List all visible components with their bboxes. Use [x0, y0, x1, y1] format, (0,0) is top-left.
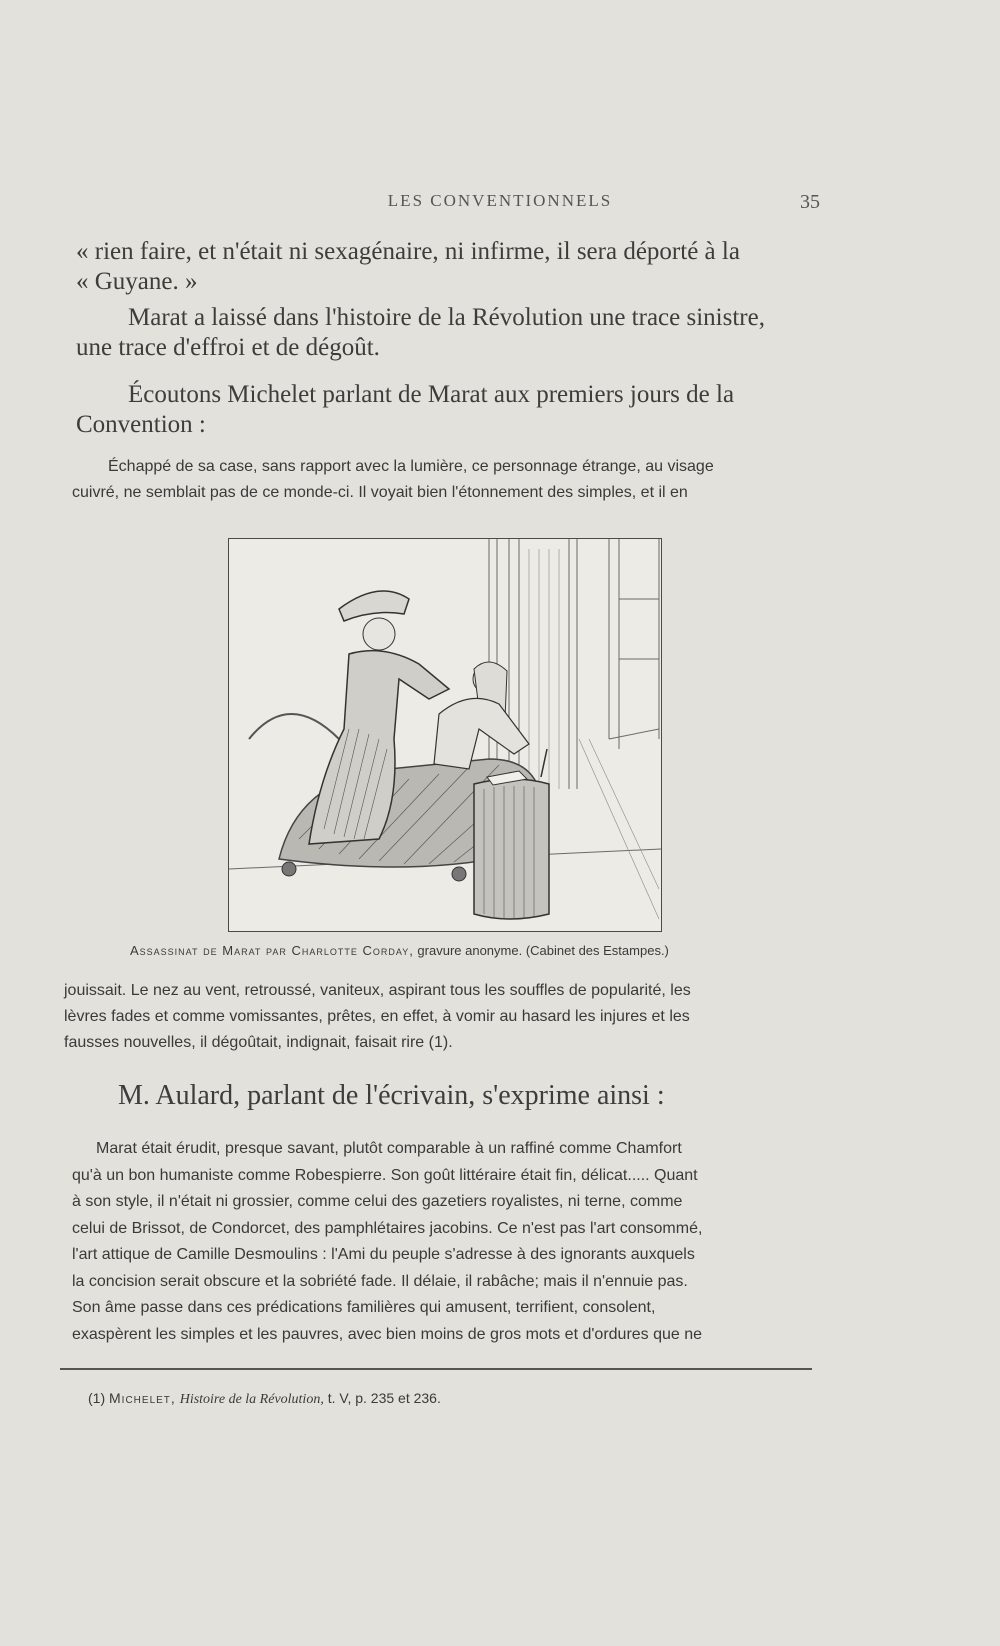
- footnote-number: (1): [88, 1390, 106, 1406]
- quote-line: jouissait. Le nez au vent, retroussé, vaniteux, aspirant tous les souffles de popularité, les: [64, 982, 691, 999]
- quote-line: cuivré, ne semblait pas de ce monde-ci. Il voyait bien l'étonnement des simples, et il en: [72, 484, 688, 501]
- text-line: une trace d'effroi et de dégoût.: [76, 334, 380, 361]
- text-line: « rien faire, et n'était ni sexagénaire, ni infirme, il sera déporté à la: [76, 238, 740, 265]
- footnote-reference: t. V, p. 235 et 236.: [327, 1390, 441, 1406]
- footnote-author: Michelet,: [109, 1390, 176, 1406]
- footnote: [88, 1390, 441, 1408]
- quote-line: lèvres fades et comme vomissantes, prêtes, en effet, à vomir au hasard les injures et les: [64, 1008, 690, 1025]
- quote-line: fausses nouvelles, il dégoûtait, indignait, faisait rire (1).: [64, 1034, 453, 1051]
- page-number: 35: [800, 191, 820, 213]
- text-line: Écoutons Michelet parlant de Marat aux premiers jours de la: [128, 381, 735, 408]
- footnote-divider: [60, 1368, 812, 1370]
- marat-assassination-engraving: [229, 539, 661, 931]
- caption-title: Assassinat de Marat par Charlotte Corday,: [130, 943, 414, 958]
- michelet-quote-continued: [64, 978, 824, 1056]
- paragraph-2: [76, 303, 824, 363]
- figure-caption: [130, 943, 780, 958]
- quote-line: celui de Brissot, de Condorcet, des pamphlétaires jacobins. Ce n'est pas l'art consommé,: [72, 1219, 703, 1237]
- quote-line: Marat était érudit, presque savant, plutôt comparable à un raffiné comme Chamfort: [96, 1140, 682, 1157]
- quote-line: exaspèrent les simples et les pauvres, avec bien moins de gros mots et d'ordures que ne: [72, 1325, 703, 1343]
- running-title: LES CONVENTIONNELS: [387, 191, 613, 210]
- caption-source: gravure anonyme. (Cabinet des Estampes.): [413, 943, 669, 958]
- quote-line: Son âme passe dans ces prédications familières qui amusent, terrifient, consolent,: [72, 1299, 656, 1316]
- quote-line: qu'à un bon humaniste comme Robespierre. Son goût littéraire était fin, délicat..... Quant: [72, 1166, 698, 1184]
- engraving-illustration: [228, 538, 662, 932]
- text-line: Convention :: [76, 411, 206, 438]
- quote-line: Échappé de sa case, sans rapport avec la lumière, ce personnage étrange, au visage: [108, 458, 714, 475]
- paragraph-1: [76, 237, 824, 297]
- quote-line: la concision serait obscure et la sobriété fade. Il délaie, il rabâche; mais il n'ennuie pas.: [72, 1272, 688, 1290]
- quote-line: l'art attique de Camille Desmoulins : l'Ami du peuple s'adresse à des ignorants auxquels: [72, 1246, 695, 1263]
- michelet-quote: [72, 454, 824, 506]
- paragraph-3: [76, 380, 824, 440]
- aulard-quote: [72, 1136, 824, 1348]
- section-heading: M. Aulard, parlant de l'écrivain, s'exprime ainsi :: [118, 1080, 665, 1111]
- quote-line: à son style, il n'était ni grossier, comme celui des gazetiers royalistes, ni terne, comme: [72, 1193, 683, 1210]
- footnote-title: Histoire de la Révolution,: [179, 1392, 324, 1407]
- text-line: Marat a laissé dans l'histoire de la Révolution une trace sinistre,: [128, 304, 765, 331]
- text-line: « Guyane. »: [76, 268, 198, 295]
